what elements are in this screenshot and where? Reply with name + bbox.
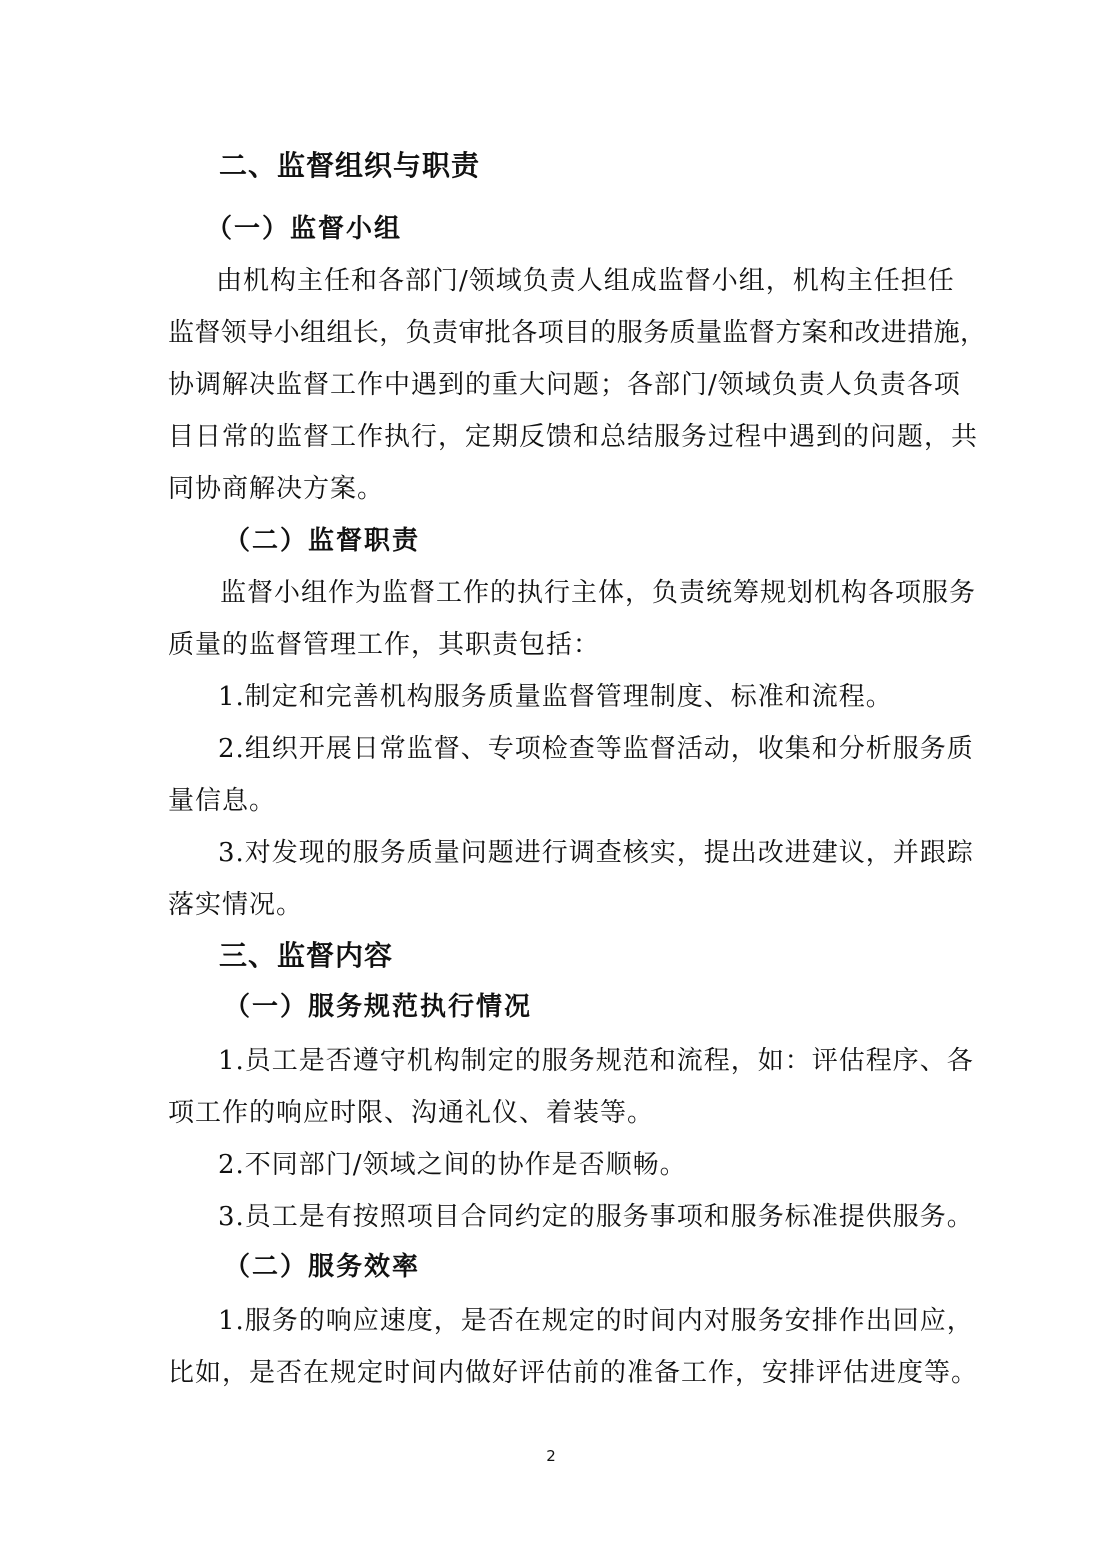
list-item-line: 3.员工是有按照项目合同约定的服务事项和服务标准提供服务。 — [218, 1202, 974, 1232]
paragraph-line: 目日常的监督工作执行，定期反馈和总结服务过程中遇到的问题，共 — [168, 422, 979, 452]
list-item-line: 比如，是否在规定时间内做好评估前的准备工作，安排评估进度等。 — [168, 1358, 979, 1388]
paragraph-line: 质量的监督管理工作，其职责包括： — [168, 630, 601, 660]
list-item-line: 项工作的响应时限、沟通礼仪、着装等。 — [168, 1098, 655, 1128]
page-number: 2 — [546, 1447, 556, 1465]
subsection-heading-2-1: （一）监督小组 — [206, 214, 403, 244]
section-heading-3: 三、监督内容 — [219, 939, 394, 972]
list-item-line: 2.组织开展日常监督、专项检查等监督活动，收集和分析服务质 — [218, 734, 974, 764]
paragraph-line: 由机构主任和各部门/领域负责人组成监督小组，机构主任担任 — [216, 266, 955, 296]
paragraph-line: 协调解决监督工作中遇到的重大问题；各部门/领域负责人负责各项 — [168, 370, 961, 400]
list-item-line: 1.服务的响应速度，是否在规定的时间内对服务安排作出回应， — [218, 1306, 974, 1336]
subsection-heading-2-2: （二）监督职责 — [224, 526, 421, 556]
paragraph-line: 同协商解决方案。 — [168, 474, 385, 504]
list-item-line: 1.制定和完善机构服务质量监督管理制度、标准和流程。 — [218, 682, 893, 712]
subsection-heading-3-2: （二）服务效率 — [224, 1252, 421, 1282]
paragraph-line: 监督领导小组组长，负责审批各项目的服务质量监督方案和改进措施， — [168, 318, 987, 348]
list-item-line: 落实情况。 — [168, 890, 304, 920]
list-item-line: 量信息。 — [168, 786, 277, 816]
subsection-heading-3-1: （一）服务规范执行情况 — [224, 992, 533, 1022]
list-item-line: 2.不同部门/领域之间的协作是否顺畅。 — [218, 1150, 687, 1180]
list-item-line: 1.员工是否遵守机构制定的服务规范和流程，如：评估程序、各 — [218, 1046, 974, 1076]
section-heading-2: 二、监督组织与职责 — [219, 149, 481, 182]
paragraph-line: 监督小组作为监督工作的执行主体，负责统筹规划机构各项服务 — [220, 578, 977, 608]
list-item-line: 3.对发现的服务质量问题进行调查核实，提出改进建议，并跟踪 — [218, 838, 974, 868]
